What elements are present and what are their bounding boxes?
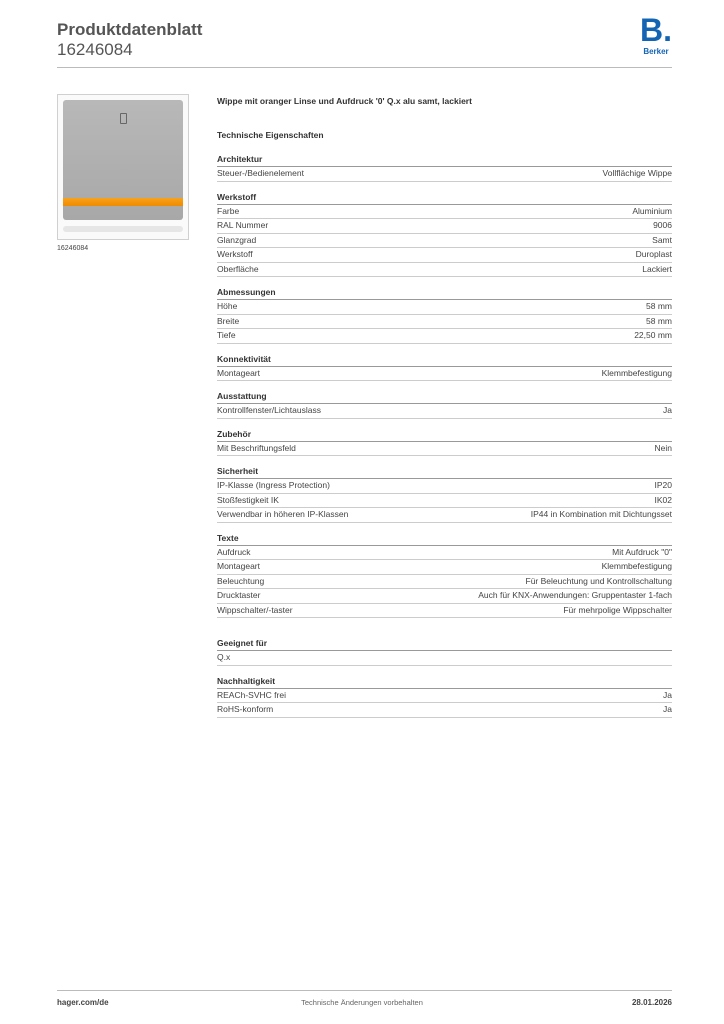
spec-label: Höhe: [217, 301, 238, 311]
section-title: Zubehör: [217, 429, 672, 442]
spec-value: Klemmbefestigung: [601, 367, 672, 378]
spec-section: [217, 638, 672, 666]
spec-value: Für Beleuchtung und Kontrollschaltung: [525, 575, 672, 586]
section-title: Werkstoff: [217, 192, 672, 205]
spec-row: [217, 546, 672, 561]
spec-label: Mit Beschriftungsfeld: [217, 442, 296, 453]
spec-label: Montageart: [217, 561, 260, 571]
spec-section: [217, 391, 672, 419]
spec-row: [217, 300, 672, 315]
spec-row: [217, 167, 672, 182]
spec-content: [217, 96, 672, 718]
spec-label: Drucktaster: [217, 590, 261, 600]
page-title: Produktdatenblatt: [57, 20, 203, 39]
spec-label: Oberfläche: [217, 263, 259, 274]
logo-letter: B.: [640, 12, 672, 48]
spec-row: [217, 575, 672, 590]
spec-label: Tiefe: [217, 330, 236, 340]
spec-row: [217, 248, 672, 263]
spec-label: Breite: [217, 315, 240, 326]
spec-value: Lackiert: [642, 263, 672, 274]
spec-section: [217, 354, 672, 382]
spec-value: IK02: [654, 494, 672, 505]
spec-label: IP-Klasse (Ingress Protection): [217, 480, 330, 490]
spec-label: Wippschalter/-taster: [217, 604, 293, 615]
spec-section: [217, 429, 672, 457]
spec-row: [217, 689, 672, 704]
rocker-switch-image: [63, 100, 183, 220]
spec-value: Ja: [663, 689, 672, 700]
section-title: Abmessungen: [217, 287, 672, 300]
spec-row: [217, 329, 672, 344]
section-title: Geeignet für: [217, 638, 672, 651]
tech-heading: Technische Eigenschaften: [217, 130, 324, 140]
spec-label: REACh-SVHC frei: [217, 689, 286, 700]
spec-value: 58 mm: [646, 315, 672, 326]
spec-value: Samt: [652, 234, 672, 245]
image-caption: 16246084: [57, 245, 89, 252]
section-title: Sicherheit: [217, 466, 672, 479]
spec-value: 58 mm: [646, 301, 672, 311]
spec-label: Q.x: [217, 652, 231, 662]
section-title: Architektur: [217, 154, 672, 167]
frame-edge: [63, 226, 183, 232]
logo-word: Berker: [643, 47, 669, 56]
spec-row: [217, 703, 672, 718]
spec-label: RoHS-konform: [217, 704, 274, 714]
header-divider: [57, 67, 672, 68]
spec-row: [217, 589, 672, 604]
spec-label: Aufdruck: [217, 546, 251, 557]
spec-value: Mit Aufdruck "0": [612, 546, 672, 557]
spec-label: Beleuchtung: [217, 575, 265, 586]
spec-label: RAL Nummer: [217, 220, 269, 230]
spec-value: IP20: [654, 480, 672, 490]
spec-label: Stoßfestigkeit IK: [217, 494, 279, 505]
spec-section: [217, 533, 672, 619]
footer-note: Technische Änderungen vorbehalten: [301, 998, 423, 1007]
spec-label: Steuer-/Bedienelement: [217, 168, 304, 178]
spec-label: Montageart: [217, 367, 260, 378]
footer-website: hager.com/de: [57, 998, 109, 1007]
section-title: Ausstattung: [217, 391, 672, 404]
spec-row: [217, 205, 672, 220]
spec-label: Kontrollfenster/Lichtauslass: [217, 405, 321, 415]
section-title: Texte: [217, 533, 672, 546]
spec-section: [217, 676, 672, 718]
spec-value: Duroplast: [635, 249, 672, 259]
product-number: 16246084: [57, 40, 133, 59]
spec-value: Für mehrpolige Wippschalter: [563, 604, 672, 615]
spec-row: [217, 508, 672, 523]
orange-lens: [63, 198, 183, 206]
spec-label: Farbe: [217, 205, 240, 216]
spec-row: [217, 479, 672, 494]
spec-value: Vollflächige Wippe: [602, 168, 672, 178]
spec-value: IP44 in Kombination mit Dichtungsset: [530, 509, 672, 519]
spec-row: [217, 494, 672, 509]
spec-value: 9006: [653, 220, 672, 230]
section-title: Nachhaltigkeit: [217, 676, 672, 689]
spec-value: Klemmbefestigung: [601, 561, 672, 571]
spec-sections: [217, 154, 672, 718]
header: [57, 20, 202, 60]
spec-section: [217, 466, 672, 523]
spec-row: [217, 234, 672, 249]
product-description: Wippe mit oranger Linse und Aufdruck '0' Q.x alu samt, lackiert: [217, 96, 472, 106]
footer-divider: [57, 990, 672, 991]
spec-value: Nein: [654, 442, 672, 453]
spec-row: [217, 651, 672, 666]
product-image: [57, 94, 189, 240]
footer-date: 28.01.2026: [631, 998, 672, 1007]
spec-value: 22,50 mm: [634, 330, 672, 340]
spec-value: Auch für KNX-Anwendungen: Gruppentaster 1-fach: [478, 590, 672, 600]
spec-row: [217, 219, 672, 234]
spec-label: Glanzgrad: [217, 234, 257, 245]
spec-row: [217, 315, 672, 330]
spec-label: Werkstoff: [217, 249, 253, 259]
spec-value: Ja: [663, 704, 672, 714]
berker-logo: [640, 12, 672, 56]
spec-row: [217, 442, 672, 457]
rocker-mark: [120, 113, 127, 124]
spec-value: Aluminium: [632, 205, 672, 216]
spec-row: [217, 560, 672, 575]
spec-row: [217, 604, 672, 619]
spec-section: [217, 154, 672, 182]
section-title: Konnektivität: [217, 354, 672, 367]
spec-section: [217, 287, 672, 344]
spec-value: Ja: [663, 405, 672, 415]
spec-label: Verwendbar in höheren IP-Klassen: [217, 509, 349, 519]
spec-row: [217, 263, 672, 278]
spec-section: [217, 192, 672, 278]
spec-row: [217, 367, 672, 382]
spec-row: [217, 404, 672, 419]
